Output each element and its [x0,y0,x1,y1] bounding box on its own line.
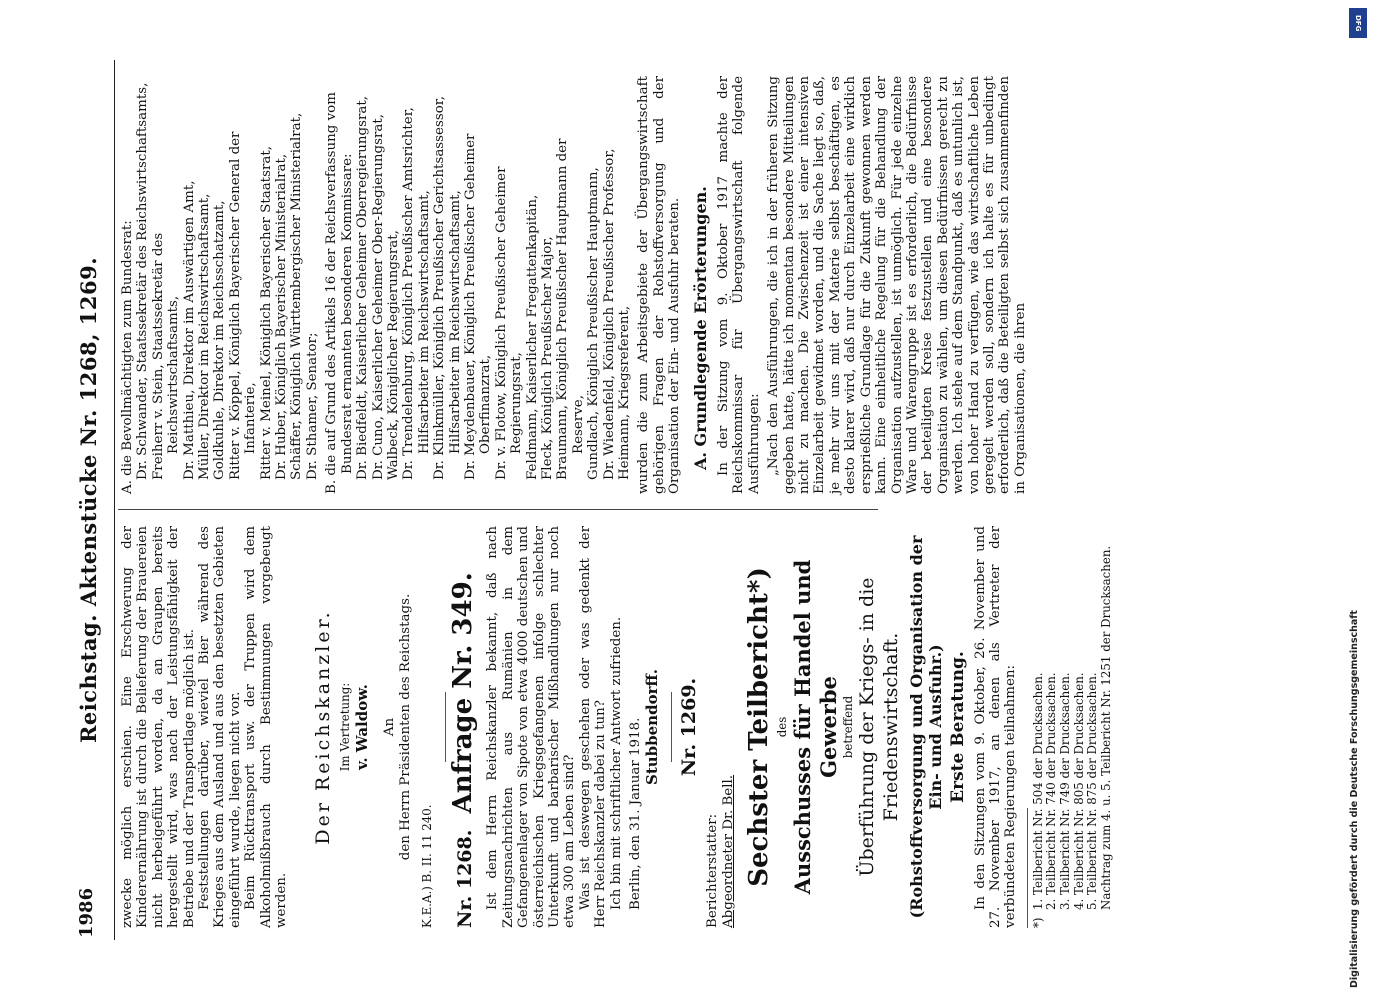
section-heading: A. Grundlegende Erörterungen. [690,186,710,470]
list-item: Müller, Direktor im Reichswirtschaftsamt, [197,193,213,480]
footnotes [1032,526,1114,928]
dfg-logo: DFG [1349,8,1367,38]
signature-name: Stubbendorff. [643,668,662,786]
left-column [120,526,1113,928]
list-item: Dr. Klinkmüller, Königlich Preußischer Gerichtsassessor, Hilfsarbeiter im Reichswirtschaftsamt, [432,96,463,480]
list-item: Ritter v. Köppel, Königlich Bayerischer General der Infanterie, [227,131,259,480]
footnote-line: 5. Teilbericht Nr. 875 der Drucksachen. [1085,672,1100,910]
document-number: Nr. 1269. [677,677,700,777]
report-title-connector: des [774,716,789,738]
rapporteur-name: Abgeordneter Dr. Bell. [720,774,736,928]
document-number: Nr. 1268. [453,829,476,928]
header-title: Reichstag. Aktenstücke Nr. 1268, 1269. [76,256,101,744]
inquiry-title: Anfrage Nr. 349. [447,572,478,814]
paragraph: „Nach den Ausführungen, die ich in der früheren Sitzung gegeben hatte, hätte ich momentan besondere Mitteilungen nicht zu machen. Die Zwischenzeit ist einer intensiven Einzelarbeit gewidmet worden, und die Sache liegt so, daß, je mehr wir uns mit der Materie selbst beschäftigen, es desto klarer wird, daß nur durch Einzelarbeit eine wirklich ersprießliche Grundlage für die Zukunft gewonnen werden kann. Eine einheitliche Regelung für die Behandlung der Organisation aufzustellen, ist unmöglich. Für jede einzelne Ware und Warengruppe ist es erforderlich, die Bedürfnisse der beteiligten Kreise festzustellen und eine besondere Organisation zu wählen, um diesen Bedürfnissen gerecht zu werden. Ich stehe auf dem Standpunkt, daß es untunlich ist, von hoher Hand zu verfügen, wie das wirtschaftliche Leben geregelt werden soll, sondern ich halte es für unbedingt erforderlich, daß die Beteiligten selbst sich zusammenfinden in Organisationen, die ihren [766,76,1028,494]
date-line: Berlin, den 31. Januar 1918. [627,717,643,910]
divider [671,692,672,762]
report-subject: Überführung der Kriegs- in die Friedenswirtschaft. [856,577,903,877]
footnote-line: 2. Teilbericht Nr. 740 der Drucksachen. [1044,672,1059,910]
page-number: 1986 [76,887,97,938]
committee-name: Ausschusses für Handel und Gewerbe [789,559,841,895]
list-item: Dr. Biedfeldt, Kaiserlicher Geheimer Oberregierungsrat, [355,96,371,480]
digitization-credit: Digitalisierung gefördert durch die Deutsche Forschungsgemeinschaft [1349,610,1360,988]
list-item: Dr. Meydenbauer, Königlich Preußischer Geheimer Oberfinanzrat, [462,133,494,480]
list-item: Feldmann, Kaiserlicher Fregattenkapitän, [524,194,540,480]
report-subtopic: (Rohstoffversorgung und Organisation der Ein- und Ausfuhr.) [907,535,946,919]
list-item: Walbeck, Königlicher Regierungsrat, [385,230,401,480]
paragraph: Feststellungen darüber, wieviel Bier während des Krieges aus dem Ausland und aus den besetzten Gebieten eingeführt wurde, liegen nicht vor. [197,526,243,928]
list-heading: A. die Bevollmächtigten zum Bundesrat: [120,220,135,494]
divider [445,692,446,762]
list-heading: B. die auf Grund des Artikels 16 der Reichsverfassung vom Bundesrat ernannten besonderen Kommissare: [324,92,355,494]
list-item: Dr. Matthieu, Direktor im Auswärtigen Amt, [181,180,197,480]
paragraph: In den Sitzungen vom 9. Oktober, 26. November und 27. November 1917, an denen als Vertreter der verbündeten Regierungen teilnahmen: [972,526,1019,928]
reference-number: K.E.A.) B. II. 11 240. [420,804,435,928]
footnote-line: Nachtrag zum 4. u. 5. Teilbericht Nr. 1251 der Drucksachen. [1098,545,1113,910]
paragraph: Was ist deswegen geschehen oder was gedenkt der Herr Reichskanzler dabei zu tun? [577,526,609,928]
paragraph: Ich bin mit schriftlicher Antwort zufrieden. [608,616,624,910]
digitization-sidebar [1349,8,1369,988]
rapporteur-label: Berichterstatter: [705,813,721,928]
footnote-mark: *) [1030,917,1045,928]
signature-subtitle: Im Vertretung: [338,682,353,772]
signature-title: Der Reichskanzler. [312,609,335,845]
list-item: Dr. Huber, Königlich Bayerischer Ministerialrat, [274,153,290,480]
list-item: Dr. Cuno, Kaiserlicher Geheimer Ober-Regierungsrat, [370,113,386,480]
list-item: Dr. Trendelenburg, Königlich Preußischer Amtsrichter, Hilfsarbeiter im Reichswirtschaftsamt, [401,107,432,480]
paragraph: In der Sitzung vom 9. Oktober 1917 machte der Reichskommissar für Übergangswirtschaft folgende Ausführungen: [716,76,762,494]
list-item: Fleck, Königlich Preußischer Major, [539,236,555,480]
list-item: Dr. Wiedenfeld, Königlich Preußischer Professor, [601,148,617,480]
header-rule [114,60,115,940]
list-item: Schäffer, Königlich Württembergischer Ministerialrat, [289,112,305,480]
list-item: Gundlach, Königlich Preußischer Hauptmann, [586,167,602,480]
paragraph: wurden die zum Arbeitsgebiete der Übergangswirtschaft gehörigen Fragen der Rohstoffversorgung und der Organisation der Ein- und Ausfuhr beraten. [636,76,683,494]
list-item: Dr. Sthamer, Senator; [304,332,320,480]
footnote-line: 3. Teilbericht Nr. 749 der Drucksachen. [1057,672,1072,910]
list-item: Dr. v. Flotow, Königlich Preußischer Geheimer Regierungsrat, [493,166,525,480]
section-heading: Erste Beratung. [948,651,969,803]
list-item: Heimann, Kriegsreferent, [617,305,632,480]
footnote-rule [1027,808,1028,928]
address-line: An [382,717,398,737]
list-item: Ritter v. Meinel, Königlich Bayerischer Staatsrat, [258,146,274,480]
right-column [120,76,1028,494]
signature-name: v. Waldow. [353,684,372,770]
footnote-line: 1. Teilbericht Nr. 504 der Drucksachen. [1030,672,1045,910]
address-line: den Herrn Präsidenten des Reichstags. [397,593,413,861]
footnote-line: 4. Teilbericht Nr. 805 der Drucksachen. [1071,672,1086,910]
list-item: Braumann, Königlich Preußischer Hauptmann der Reserve, [555,138,586,480]
paragraph: zwecke möglich erschien. Eine Erschwerung der Kinderernährung ist durch die Belieferung der Brauereien nicht herbeigeführt worden, da an Graupen bereits hergestellt wird, was nach der Leistungsfähigkeit der Betriebe und der Transportlage möglich ist. [120,526,197,928]
list-item: Dr. Schwander, Staatssekretär des Reichswirtschaftsamts, [135,82,151,480]
report-title-connector: betreffend [840,695,855,759]
column-divider [118,509,878,510]
list-item: Goldkuhle, Direktor im Reichsschatzamt, [212,200,228,480]
paragraph: Beim Rücktransport usw. der Truppen wird dem Alkoholmißbrauch durch Bestimmungen vorgebeugt werden. [243,526,290,928]
report-title: Sechster Teilbericht*) [743,567,774,887]
running-header [72,40,112,960]
list-item: Freiherr v. Stein, Staatssekretär des Reichswirtschaftsamts, [150,232,182,480]
paragraph: Ist dem Herrn Reichskanzler bekannt, daß nach Zeitungsnachrichten aus Rumänien in dem Gefangenenlager von Sipote von etwa 4000 deutschen und österreichischen Kriegsgefangenen infolge schlechter Unterkunft und barbarischer Mißhandlungen nur noch etwa 300 am Leben sind? [485,526,578,928]
